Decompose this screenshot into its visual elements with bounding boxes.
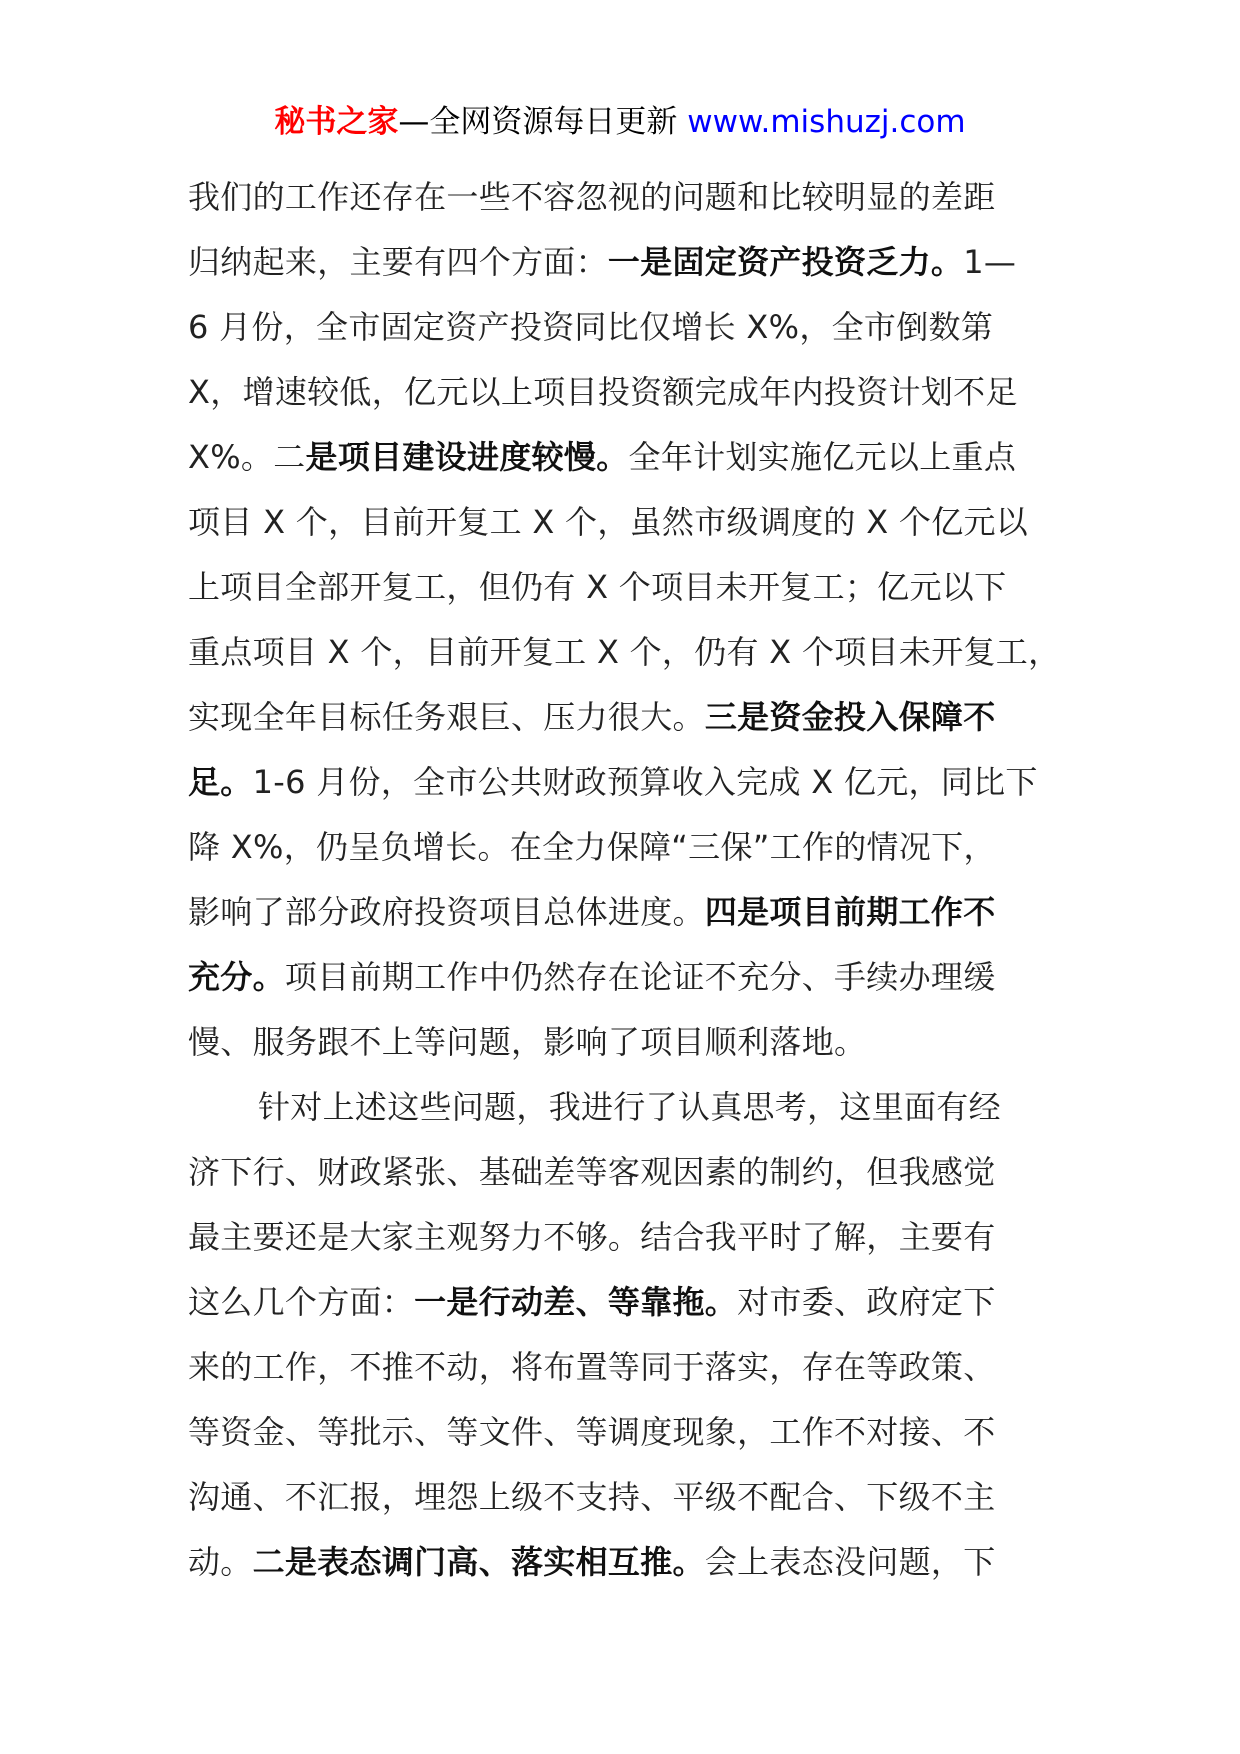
text-run: 全年计划实施亿元以上重点 xyxy=(628,438,1017,476)
bold-text-run: 是项目建设进度较慢。 xyxy=(305,438,629,476)
text-line xyxy=(188,1010,1068,1075)
text-run: 1— xyxy=(963,243,1017,281)
text-line xyxy=(188,880,1068,945)
site-tagline: —全网资源每日更新 xyxy=(398,104,688,140)
bold-text-run: 充分。 xyxy=(188,958,285,996)
text-run: 归纳起来，主要有四个方面： xyxy=(188,243,608,281)
site-header xyxy=(0,100,1240,144)
text-run: 会上表态没问题，下 xyxy=(704,1543,996,1581)
text-run: 6 月份，全市固定资产投资同比仅增长 X%，全市倒数第 xyxy=(188,308,994,346)
text-line xyxy=(188,425,1068,490)
text-line xyxy=(188,360,1068,425)
text-run: 降 X%，仍呈负增长。在全力保障“三保”工作的情况下， xyxy=(188,828,996,866)
site-url-link[interactable]: www.mishuzj.com xyxy=(687,104,966,140)
text-line xyxy=(188,1140,1068,1205)
text-run: 来的工作，不推不动，将布置等同于落实，存在等政策、 xyxy=(188,1348,996,1386)
text-run: 这么几个方面： xyxy=(188,1283,415,1321)
text-run: 实现全年目标任务艰巨、压力很大。 xyxy=(188,698,705,736)
bold-text-run: 四是项目前期工作不 xyxy=(704,893,996,931)
text-run: X%。二 xyxy=(188,438,306,476)
document-body xyxy=(188,165,1068,1595)
text-run: X，增速较低，亿元以上项目投资额完成年内投资计划不足 xyxy=(188,373,1018,411)
text-line xyxy=(188,620,1068,685)
text-run: 重点项目 X 个，目前开复工 X 个，仍有 X 个项目未开复工， xyxy=(188,633,1061,671)
bold-text-run: 二是表态调门高、落实相互推。 xyxy=(252,1543,705,1581)
text-line xyxy=(188,555,1068,620)
text-line xyxy=(188,750,1068,815)
text-run: 我们的工作还存在一些不容忽视的问题和比较明显的差距 xyxy=(188,178,996,216)
text-line xyxy=(188,1335,1068,1400)
site-brand: 秘书之家 xyxy=(274,104,399,140)
text-run: 项目 X 个，目前开复工 X 个，虽然市级调度的 X 个亿元以 xyxy=(188,503,1029,541)
text-line xyxy=(188,685,1068,750)
text-line xyxy=(188,1530,1068,1595)
text-run: 针对上述这些问题，我进行了认真思考，这里面有经 xyxy=(258,1088,1001,1126)
text-run: 沟通、不汇报，埋怨上级不支持、平级不配合、下级不主 xyxy=(188,1478,996,1516)
text-line xyxy=(188,1075,1068,1140)
text-line xyxy=(188,230,1068,295)
text-run: 动。 xyxy=(188,1543,253,1581)
text-run: 等资金、等批示、等文件、等调度现象，工作不对接、不 xyxy=(188,1413,996,1451)
text-line xyxy=(188,295,1068,360)
text-line xyxy=(188,1400,1068,1465)
bold-text-run: 一是固定资产投资乏力。 xyxy=(607,243,964,281)
bold-text-run: 足。 xyxy=(188,763,253,801)
bold-text-run: 三是资金投入保障不 xyxy=(704,698,996,736)
text-line xyxy=(188,1465,1068,1530)
text-run: 慢、服务跟不上等问题，影响了项目顺利落地。 xyxy=(188,1023,867,1061)
text-line xyxy=(188,1205,1068,1270)
text-line xyxy=(188,165,1068,230)
bold-text-run: 一是行动差、等靠拖。 xyxy=(414,1283,738,1321)
text-line xyxy=(188,490,1068,555)
text-run: 上项目全部开复工，但仍有 X 个项目未开复工；亿元以下 xyxy=(188,568,1007,606)
text-run: 项目前期工作中仍然存在论证不充分、手续办理缓 xyxy=(284,958,996,996)
text-run: 影响了部分政府投资项目总体进度。 xyxy=(188,893,705,931)
text-run: 对市委、政府定下 xyxy=(737,1283,996,1321)
text-line xyxy=(188,815,1068,880)
text-line xyxy=(188,1270,1068,1335)
text-line xyxy=(188,945,1068,1010)
text-run: 最主要还是大家主观努力不够。结合我平时了解，主要有 xyxy=(188,1218,996,1256)
text-run: 济下行、财政紧张、基础差等客观因素的制约，但我感觉 xyxy=(188,1153,996,1191)
text-run: 1-6 月份，全市公共财政预算收入完成 X 亿元，同比下 xyxy=(252,763,1038,801)
